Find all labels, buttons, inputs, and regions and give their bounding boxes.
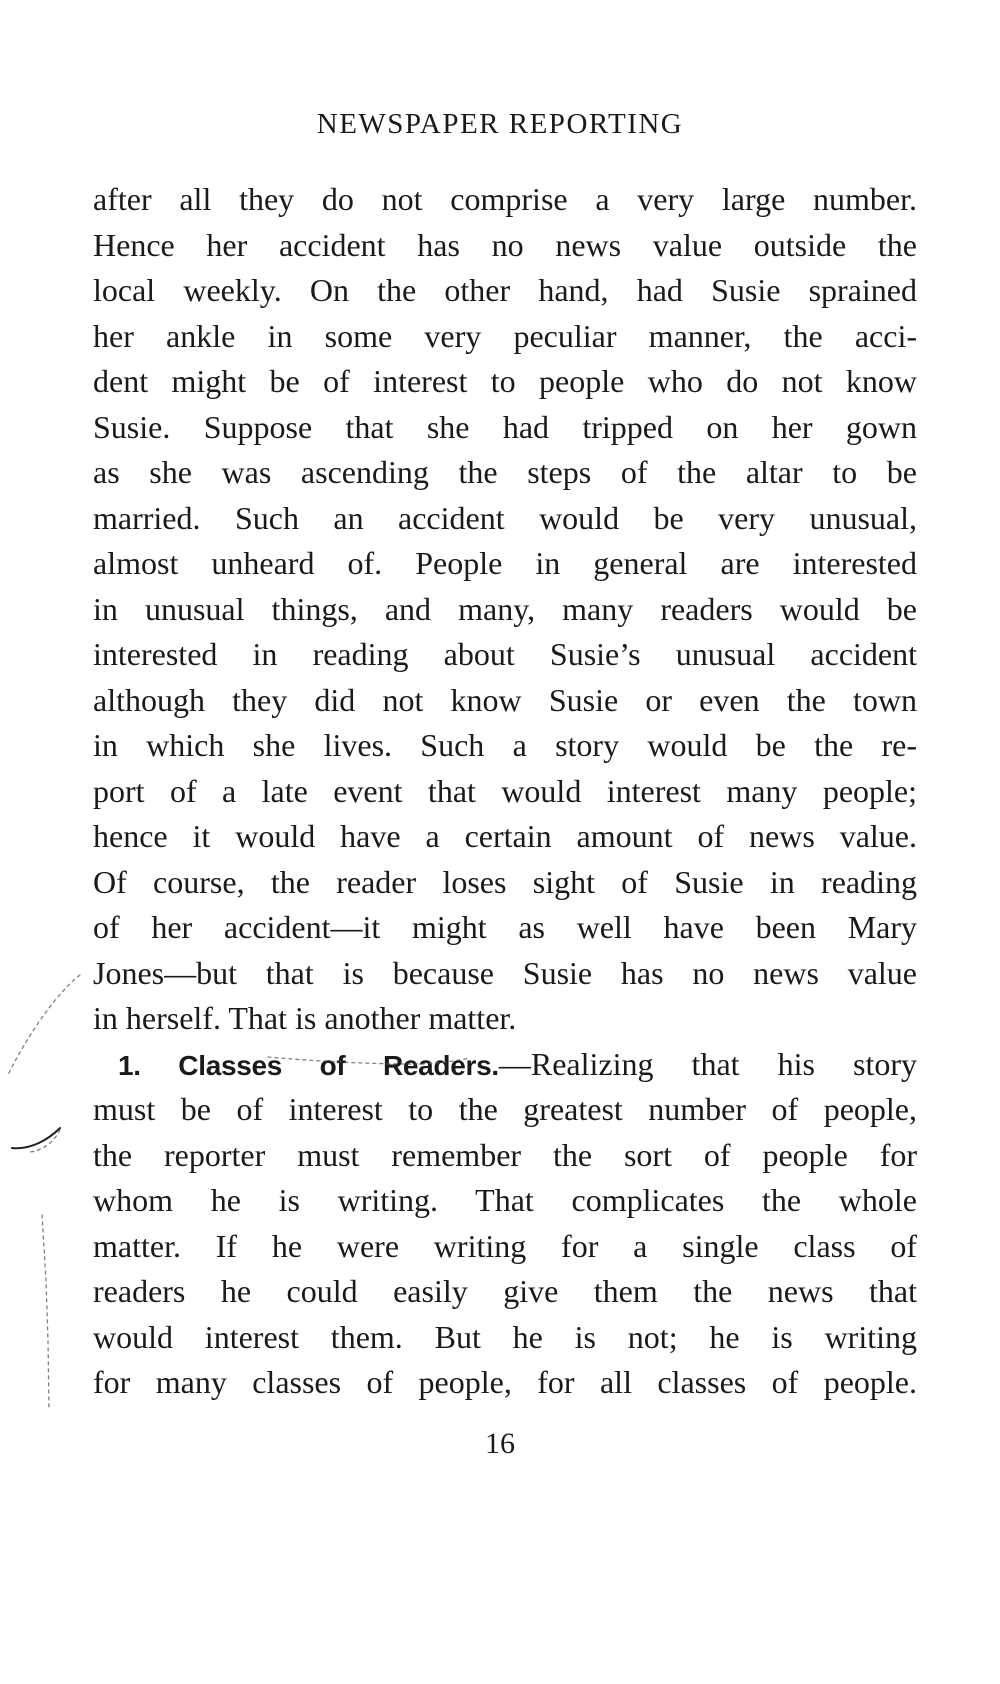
text-line: readers he could easily give them the news that (93, 1273, 917, 1309)
text-line: in which she lives. Such a story would be the re- (93, 727, 917, 763)
text-line: hence it would have a certain amount of news value. (93, 818, 917, 854)
text-line: in unusual things, and many, many readers would be (93, 590, 917, 627)
section-first-line (93, 1042, 917, 1088)
text-line: married. Such an accident would be very unusual, (93, 499, 917, 536)
text-line: Hence her accident has no news value outside the (93, 226, 917, 263)
paragraph-end-line: in herself. That is another matter. (93, 1000, 517, 1036)
text-line: Jones—but that is because Susie has no news value (93, 954, 917, 991)
text-line: would interest them. But he is not; he is writing (93, 1318, 917, 1355)
text-line: dent might be of interest to people who do not know (93, 363, 917, 399)
body-text (93, 177, 917, 1406)
text-line: her ankle in some very peculiar manner, the acci- (93, 317, 917, 354)
text-line: as she was ascending the steps of the altar to be (93, 454, 917, 490)
text-line: local weekly. On the other hand, had Susie sprained (93, 272, 917, 308)
text-line: of her accident—it might as well have been Mary (93, 909, 917, 945)
text-line: Susie. Suppose that she had tripped on her gown (93, 408, 917, 445)
text-line: Of course, the reader loses sight of Susie in reading (93, 863, 917, 900)
text-line: matter. If he were writing for a single class of (93, 1227, 917, 1264)
text-line: almost unheard of. People in general are interested (93, 545, 917, 581)
section-first-line-text: —Realizing that his story (498, 1045, 917, 1082)
text-line: interested in reading about Susie’s unusual accident (93, 636, 917, 672)
text-line: must be of interest to the greatest number of people, (93, 1091, 917, 1127)
running-head: NEWSPAPER REPORTING (316, 108, 684, 140)
text-line: the reporter must remember the sort of people for (93, 1136, 917, 1173)
section-heading: 1. Classes of Readers. (118, 1049, 499, 1081)
text-line: port of a late event that would interest many people; (93, 772, 917, 809)
text-line: whom he is writing. That complicates the whole (93, 1182, 917, 1218)
text-line: although they did not know Susie or even the town (93, 681, 917, 718)
text-line: for many classes of people, for all classes of people. (93, 1364, 917, 1400)
page-number: 16 (485, 1427, 515, 1460)
text-line: after all they do not comprise a very large number. (93, 181, 917, 217)
